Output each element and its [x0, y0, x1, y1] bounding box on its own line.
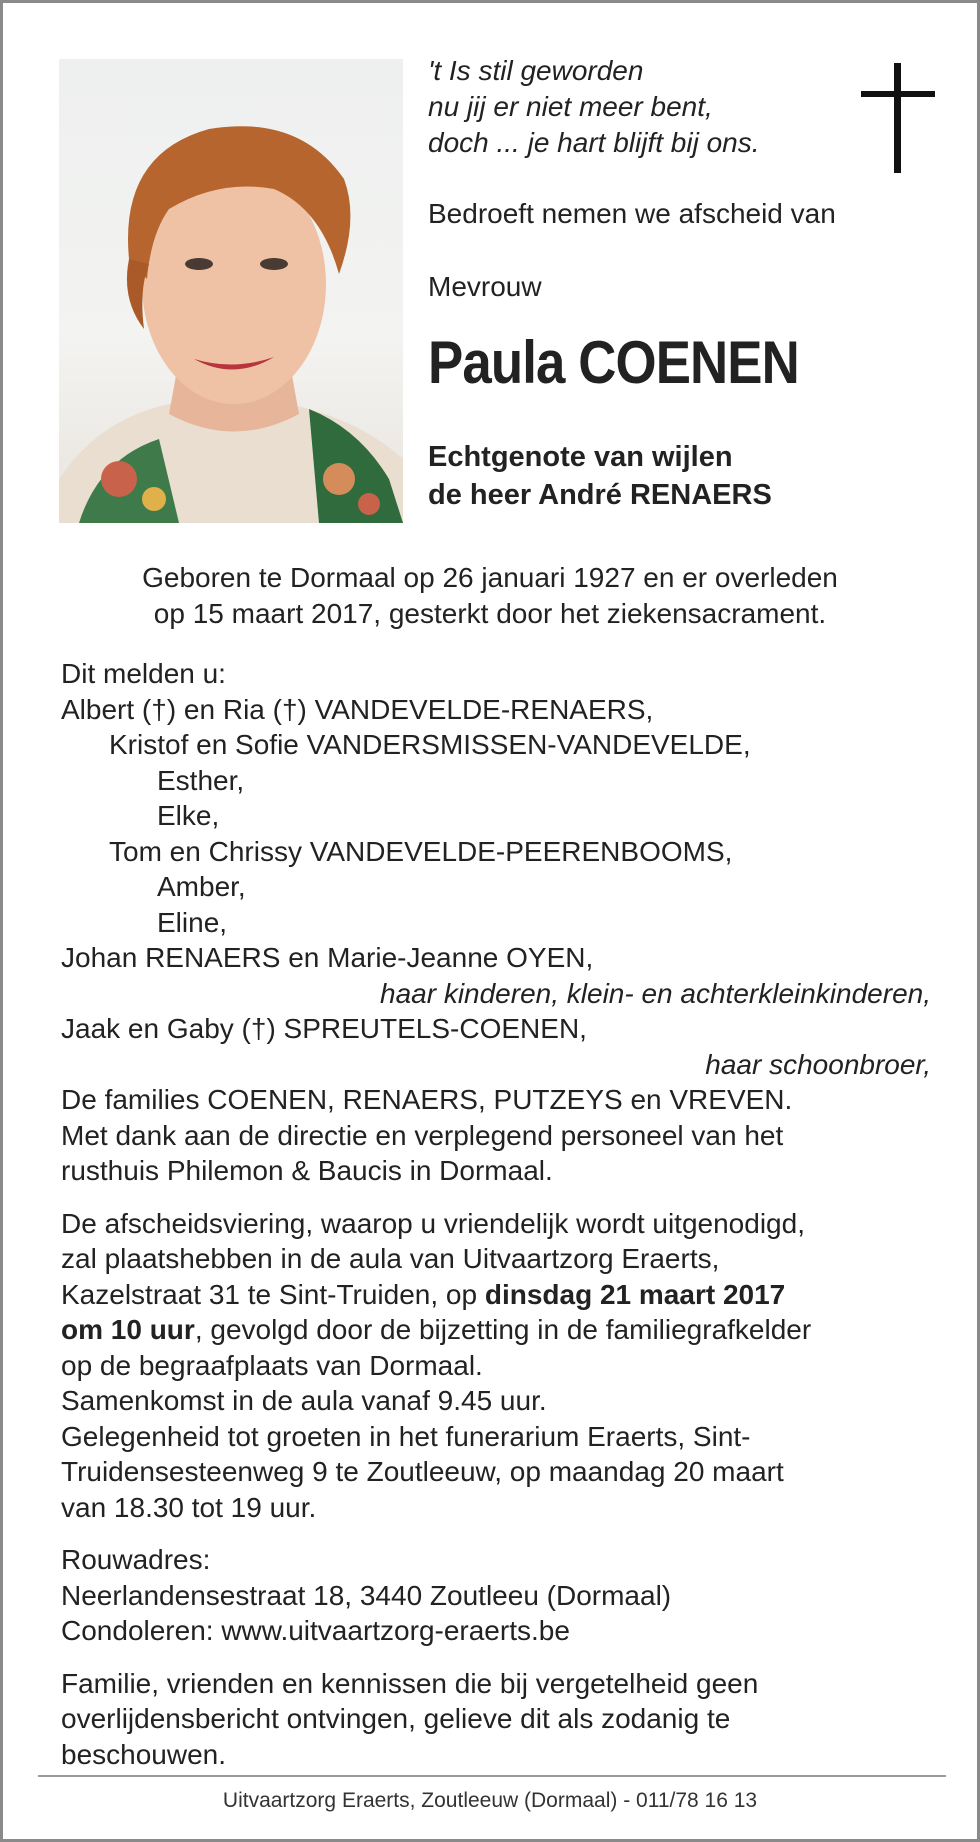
closing-line: beschouwen.	[61, 1738, 227, 1770]
ceremony-line: op de begraafplaats van Dormaal.	[61, 1349, 483, 1381]
funeral-home-footer: Uitvaartzorg Eraerts, Zoutleeuw (Dormaal) - 011/78 16 13	[222, 1789, 758, 1812]
intro-text: Bedroeft nemen we afscheid van	[428, 198, 836, 229]
family-line: Amber,	[157, 871, 246, 902]
family-line: Eline,	[157, 906, 228, 938]
ceremony-line: Samenkomst in de aula vanaf 9.45 uur.	[61, 1385, 547, 1416]
family-line: Jaak en Gaby (†) SPREUTELS-COENEN,	[61, 1013, 587, 1044]
ceremony-line: Gelegenheid tot groeten in het funerarium Eraerts, Sint-	[61, 1420, 751, 1452]
closing-line: Familie, vrienden en kennissen die bij vergetelheid geen	[61, 1667, 759, 1699]
thanks-line: Met dank aan de directie en verplegend personeel van het	[61, 1119, 784, 1151]
honorific: Mevrouw	[428, 271, 542, 302]
ceremony-line: Truidensesteenweg 9 te Zoutleeuw, op maandag 20 maart	[61, 1456, 784, 1487]
ceremony-line: van 18.30 tot 19 uur.	[61, 1491, 317, 1523]
closing-line: overlijdensbericht ontvingen, gelieve dit als zodanig te	[61, 1703, 731, 1734]
family-line: Elke,	[157, 800, 220, 831]
family-line: Johan RENAERS en Marie-Jeanne OYEN,	[61, 942, 594, 973]
ceremony-time: om 10 uur	[61, 1314, 195, 1345]
poem-line: doch ... je hart blijft bij ons.	[428, 127, 760, 158]
condolence-line: Condoleren: www.uitvaartzorg-eraerts.be	[61, 1615, 570, 1646]
portrait-photo	[59, 59, 403, 523]
born-line: Geboren te Dormaal op 26 januari 1927 en er overleden	[142, 562, 838, 593]
address-heading: Rouwadres:	[61, 1544, 211, 1575]
family-line: Tom en Chrissy VANDEVELDE-PEERENBOOMS,	[109, 835, 733, 867]
family-line: Kristof en Sofie VANDERSMISSEN-VANDEVELDE,	[109, 729, 751, 760]
notice-body	[61, 656, 931, 1772]
deceased-name: Paula COENEN	[428, 329, 799, 396]
ceremony-line	[61, 1312, 931, 1348]
spouse-line: Echtgenote van wijlen	[428, 441, 733, 473]
relation-label: haar kinderen, klein- en achterkleinkinderen,	[380, 977, 931, 1009]
ceremony-line: De afscheidsviering, waarop u vriendelijk wordt uitgenodigd,	[61, 1207, 805, 1239]
family-line: Albert (†) en Ria (†) VANDEVELDE-RENAERS,	[61, 693, 654, 725]
family-line: Esther,	[157, 764, 245, 796]
thanks-line: rusthuis Philemon & Baucis in Dormaal.	[61, 1155, 553, 1186]
spouse-info	[428, 438, 772, 514]
cross-icon	[861, 63, 935, 178]
ceremony-text: , gevolgd door de bijzetting in de familiegrafkelder	[194, 1314, 812, 1345]
relation-label: haar schoonbroer,	[705, 1048, 931, 1080]
ceremony-date: dinsdag 21 maart 2017	[484, 1278, 786, 1310]
family-heading: Dit melden u:	[61, 658, 226, 689]
spouse-line: de heer André RENAERS	[428, 479, 772, 511]
ceremony-text: Kazelstraat 31 te Sint-Truiden, op	[61, 1278, 485, 1310]
memorial-poem	[428, 53, 760, 161]
poem-line: 't Is stil geworden	[428, 55, 644, 86]
poem-line: nu jij er niet meer bent,	[428, 91, 713, 122]
birth-death-info	[3, 560, 977, 632]
divider	[38, 1775, 946, 1777]
ceremony-line: zal plaatshebben in de aula van Uitvaartzorg Eraerts,	[61, 1243, 720, 1274]
address-line: Neerlandensestraat 18, 3440 Zoutleeu (Dormaal)	[61, 1579, 672, 1611]
born-line: op 15 maart 2017, gesterkt door het ziekensacrament.	[153, 598, 827, 629]
ceremony-line	[61, 1277, 931, 1313]
family-line: De families COENEN, RENAERS, PUTZEYS en VREVEN.	[61, 1084, 793, 1115]
